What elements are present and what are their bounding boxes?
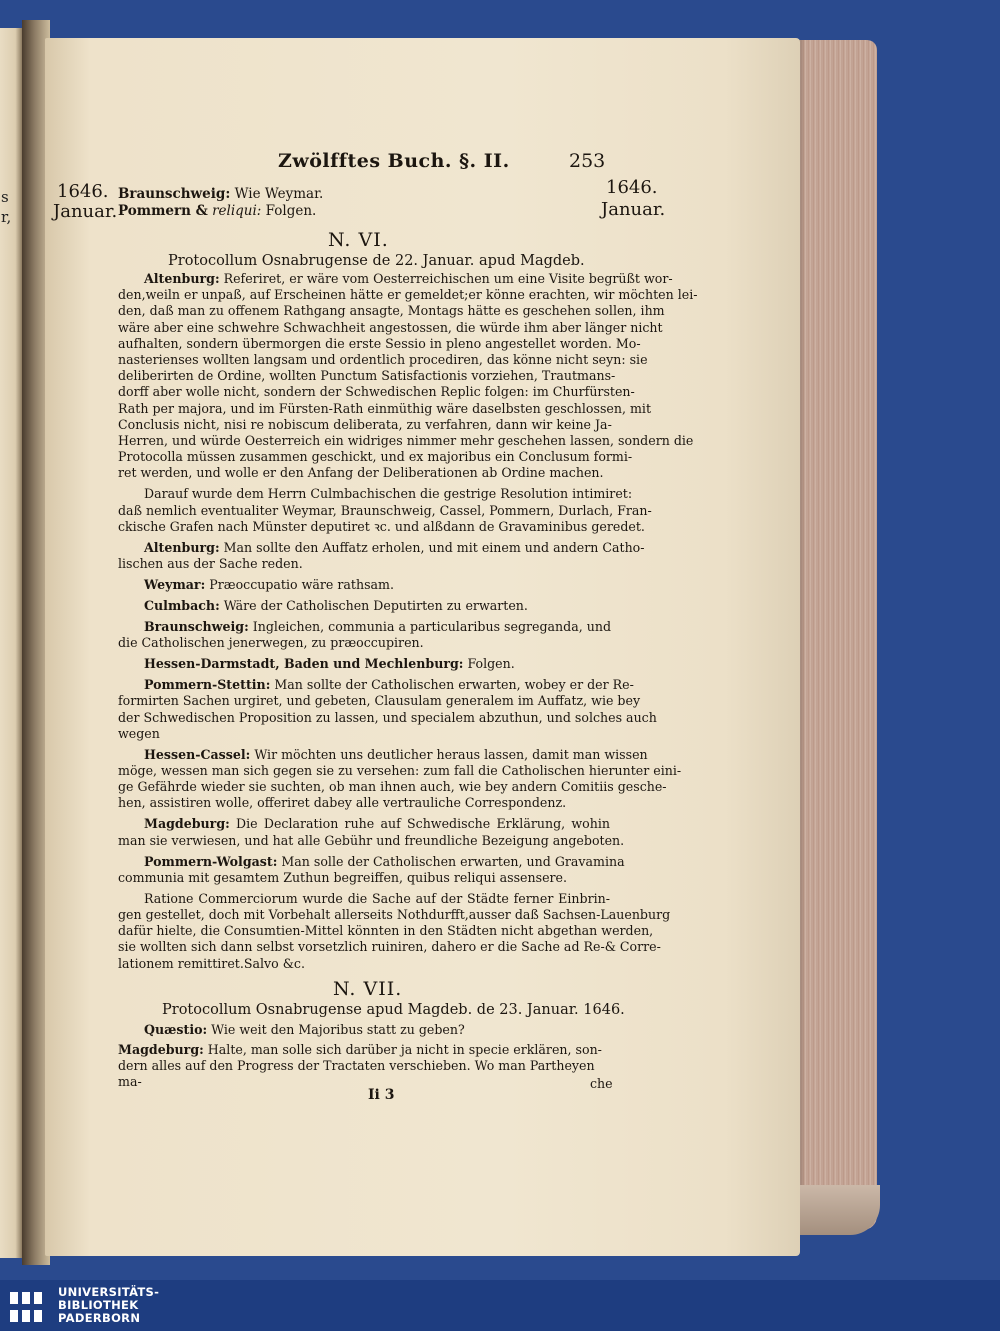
speech-text: dorff aber wolle nicht, sondern der Schwedischen Replic folgen: im Churfürsten- [118, 384, 635, 400]
speech-text: Man sollte den Auffatz erholen, und mit einem und andern Catho- [223, 539, 645, 555]
speaker-name: Braunschweig: [118, 186, 231, 202]
text-line [118, 693, 641, 709]
margin-note-right-year: 1646. [606, 177, 658, 198]
speaker-name: Hessen-Darmstadt, Baden und Mechlenburg: [144, 656, 464, 672]
text-line [118, 907, 671, 923]
section-subheading: Protocollum Osnabrugense de 22. Januar. apud Magdeb. [168, 253, 585, 269]
speech-text: Man sollte der Catholischen erwarten, wobey er der Re- [274, 677, 634, 693]
speaker-name: Pommern-Wolgast: [144, 853, 278, 869]
paragraph [118, 619, 610, 651]
text-line [118, 656, 610, 672]
left-page-fragment: s [1, 188, 9, 206]
text-line [118, 779, 667, 795]
speech-text: möge, wessen man sich gegen sie zu versehen: zum fall die Catholischen hierunter eini- [118, 763, 682, 779]
speaker-name: Altenburg: [144, 271, 220, 286]
intro-line [118, 203, 316, 219]
text-line [118, 891, 610, 907]
speech-text: Herren, und würde Oesterreich ein widriges nimmer mehr geschehen lassen, sondern die [118, 433, 694, 449]
text-line [118, 619, 610, 635]
paragraph [118, 577, 610, 593]
signature-mark: Ii 3 [368, 1087, 395, 1103]
library-name-line: UNIVERSITÄTS- [58, 1285, 160, 1299]
speech-text: Folgen. [467, 656, 515, 672]
speech-text: man sie verwiesen, und hat alle Gebühr und freundliche Bezeigung angeboten. [118, 832, 625, 848]
text-line [118, 635, 610, 651]
margin-note-right-month: Januar. [601, 199, 666, 220]
speech-text: daß nemlich eventualiter Weymar, Braunschweig, Cassel, Pommern, Durlach, Fran- [118, 502, 652, 518]
speech-text: den,weiln er unpaß, auf Erscheinen hätte er gemeldet;er könne erachten, wir möchten lei- [118, 287, 698, 303]
text-line [118, 433, 694, 449]
speech-text: communia mit gesamtem Zuthun begreiffen, quibus reliqui assensere. [118, 869, 568, 885]
margin-note-left-month: Januar. [53, 201, 118, 222]
text-line [118, 384, 635, 400]
speech-text: Ratione Commerciorum wurde die Sache auf der Städte ferner Einbrin- [144, 890, 610, 906]
speech-text: lischen aus der Sache reden. [118, 556, 303, 572]
left-facing-page [0, 28, 22, 1258]
paragraph [118, 271, 698, 482]
speech-text: gen gestellet, doch mit Vorbehalt allerseits Nothdurfft,ausser daß Sachsen-Lauenburg [118, 907, 671, 923]
text-line [118, 319, 663, 336]
page-number: 253 [569, 150, 606, 172]
speaker-name: Magdeburg: [144, 816, 230, 832]
speech-text: hen, assistiren wolle, offeriret dabey alle vertrauliche Correspondenz. [118, 795, 567, 811]
text-line: dern alles auf den Progress der Tractaten verschieben. Wo man Partheyen ma- [118, 1058, 595, 1090]
paragraph [118, 890, 671, 972]
speech-text: Halte, man solle sich darüber ja nicht in specie erklären, son- [207, 1042, 602, 1057]
text-line [118, 449, 633, 465]
speaker-name: Quæstio: [144, 1022, 208, 1037]
text-line [118, 709, 657, 726]
text-line [118, 598, 610, 614]
text-line [118, 539, 645, 556]
text-line [118, 287, 698, 303]
text-line [118, 832, 625, 849]
text-line [118, 335, 641, 352]
speaker-name: Magdeburg: [118, 1042, 204, 1057]
text-line [118, 795, 610, 811]
text-line [118, 352, 648, 368]
speech-text: Ingleichen, communia a particularibus segreganda, und [252, 619, 612, 635]
speech-text: Wie Weymar. [234, 186, 324, 202]
paragraph [118, 656, 610, 672]
speech-text: wäre aber eine schwehre Schwachheit angestossen, die würde ihm aber länger nicht [118, 319, 663, 335]
speaker-name: Braunschweig: [144, 619, 249, 635]
text-line [118, 923, 654, 939]
speaker-name: Culmbach: [144, 598, 220, 614]
text-line [118, 1042, 602, 1057]
text-line [118, 368, 616, 384]
speech-italic: reliqui: [212, 203, 262, 219]
paragraph [118, 598, 610, 614]
speech-text: der Schwedischen Proposition zu lassen, und specialem abzuthun, und solches auch [118, 709, 657, 725]
intro-line [118, 186, 323, 202]
paragraph [118, 486, 652, 535]
speech-text: Wir möchten uns deutlicher heraus lassen, damit man wissen [254, 746, 648, 762]
speech-text: Rath per majora, und im Fürsten-Rath einmüthig wäre daselbsten geschlossen, mit [118, 400, 652, 416]
text-line [118, 303, 665, 319]
speech-text: lationem remittiret.Salvo &c. [118, 955, 305, 971]
paragraph [118, 539, 645, 572]
speech-text: deliberirten de Ordine, wollten Punctum Satisfactionis vorziehen, Trautmans- [118, 368, 616, 384]
text-line [118, 746, 648, 763]
text-line [118, 939, 661, 955]
section-body [118, 271, 698, 972]
text-line [118, 502, 652, 519]
text-line [118, 870, 610, 886]
paragraph [118, 816, 625, 848]
text-line [118, 726, 610, 742]
speech-text: wegen [118, 725, 160, 741]
speech-text: ret werden, und wolle er den Anfang der Deliberationen ab Ordine machen. [118, 465, 604, 481]
text-line [118, 556, 610, 572]
paragraph [118, 677, 657, 742]
library-name [58, 1286, 159, 1325]
speech-text: aufhalten, sondern übermorgen die erste Sessio in pleno angestellet worden. Mo- [118, 335, 641, 351]
paragraph [118, 1042, 610, 1091]
speaker-name: Altenburg: [144, 539, 220, 555]
text-line [118, 271, 673, 287]
speech-text: Conclusis nicht, nisi re nobiscum deliberata, zu verfahren, dann wir keine Ja- [118, 416, 612, 432]
speech-text: ge Gefährde wieder sie suchten, ob man ihnen auch, wie bey andern Comitiis gesche- [118, 779, 667, 795]
text-line [118, 677, 634, 693]
speech-text: Folgen. [265, 203, 317, 219]
speech-text: sie wollten sich dann selbst vorsetzlich ruiniren, dahero er die Sache ad Re-& Corre- [118, 939, 661, 955]
text-line [118, 853, 625, 870]
text-line [118, 816, 610, 832]
text-line [118, 577, 610, 593]
text-line [118, 518, 645, 535]
university-library-logo-icon [6, 1290, 50, 1324]
speech-text: die Catholischen jenerwegen, zu præoccupiren. [118, 635, 424, 651]
library-name-line: PADERBORN [58, 1311, 141, 1325]
catchword: che [590, 1076, 613, 1091]
section-heading: N. VII. [333, 978, 403, 1000]
speech-text: dafür hielte, die Consumtien-Mittel könnten in den Städten nicht abgethan werden, [118, 923, 654, 939]
text-line [118, 956, 610, 972]
speech-text: den, daß man zu offenem Rathgang ansagte, Montags hätte es geschehen sollen, ihm [118, 303, 665, 319]
speaker-name: Weymar: [144, 577, 206, 593]
speaker-name: Pommern-Stettin: [144, 677, 271, 693]
text-line [118, 486, 633, 502]
speech-text: Man solle der Catholischen erwarten, und Gravamina [281, 853, 625, 869]
speech-text: Wie weit den Majoribus statt zu geben? [211, 1022, 465, 1037]
running-title: Zwölfftes Buch. §. II. [278, 150, 510, 172]
paragraph [118, 746, 682, 812]
section-subheading: Protocollum Osnabrugense apud Magdeb. de 23. Januar. 1646. [162, 1002, 625, 1018]
speech-text: Darauf wurde dem Herrn Culmbachischen die gestrige Resolution intimiret: [144, 486, 633, 502]
question-line [144, 1022, 465, 1037]
text-line [118, 417, 610, 433]
speech-text: nasterienses wollten langsam und ordentlich procediren, das könne nicht seyn: sie [118, 352, 648, 368]
speech-text: ckische Grafen nach Münster deputiret ꝛc. und alßdann de Gravaminibus geredet. [118, 518, 645, 534]
text-line [118, 763, 682, 779]
page-fore-edge [797, 40, 877, 1230]
paragraph [118, 853, 625, 886]
speaker-name: Pommern & [118, 203, 208, 219]
text-line [118, 465, 610, 481]
speech-text: Protocolla müssen zusammen geschickt, und ex majoribus ein Conclusum formi- [118, 449, 633, 465]
speech-text: formirten Sachen urgiret, und gebeten, Clausulam generalem im Auffatz, wie bey [118, 693, 641, 709]
left-page-fragment: r, [1, 208, 12, 226]
speech-text: Wäre der Catholischen Deputirten zu erwarten. [223, 598, 528, 614]
library-name-line: BIBLIOTHEK [58, 1298, 139, 1312]
section-heading: N. VI. [328, 229, 389, 251]
text-line [118, 400, 652, 417]
speech-text: Die Declaration ruhe auf Schwedische Erklärung, wohin [236, 816, 610, 832]
speech-text: Præoccupatio wäre rathsam. [209, 577, 394, 593]
speaker-name: Hessen-Cassel: [144, 746, 251, 762]
margin-note-left-year: 1646. [57, 181, 109, 202]
speech-text: Referiret, er wäre vom Oesterreichischen um eine Visite begrüßt wor- [223, 271, 673, 286]
